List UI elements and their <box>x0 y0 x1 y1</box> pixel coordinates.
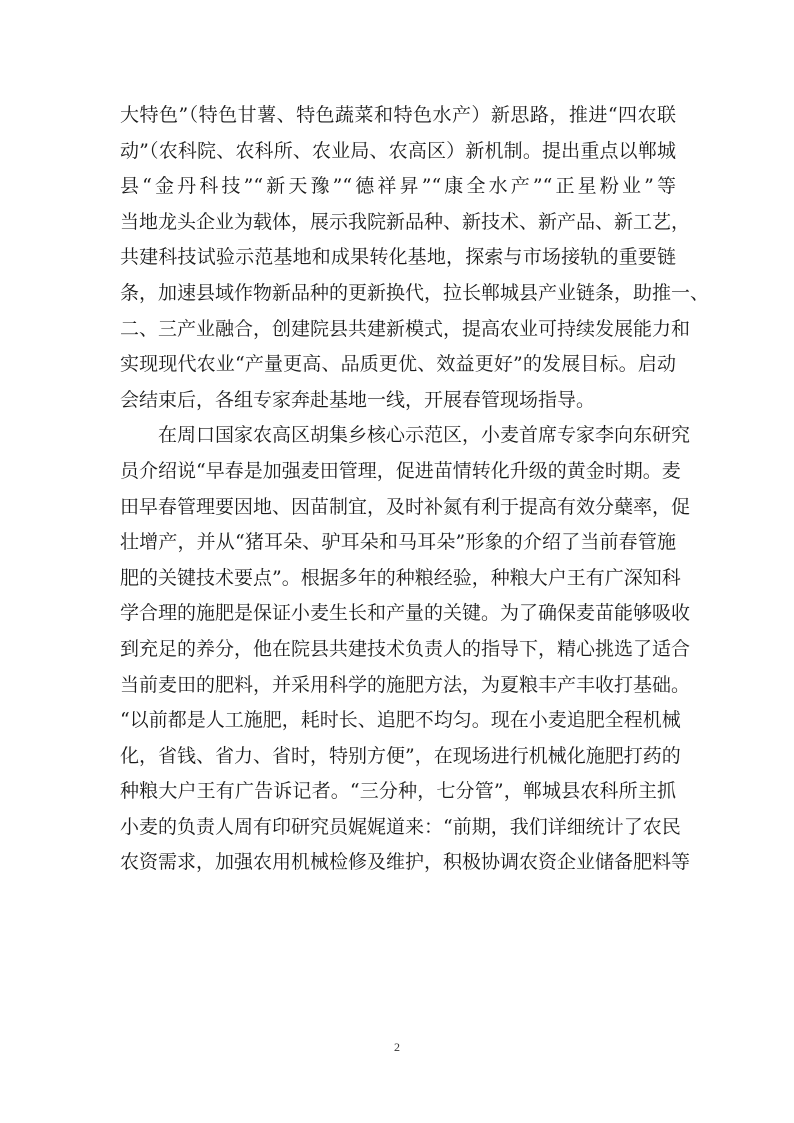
text-line: 壮增产，并从“猪耳朵、驴耳朵和马耳朵”形象的介绍了当前春管施 <box>120 531 676 554</box>
text-line: 二、三产业融合，创建院县共建新模式，提高农业可持续发展能力和 <box>120 317 691 340</box>
text-line: 当地龙头企业为载体，展示我院新品种、新技术、新产品、新工艺， <box>120 210 691 233</box>
text-line: 动”（农科院、农科所、农业局、农高区）新机制。提出重点以郸城 <box>120 139 676 162</box>
text-line: 大特色”（特色甘薯、特色蔬菜和特色水产）新思路，推进“四农联 <box>120 104 676 126</box>
text-line: 会结束后，各组专家奔赴基地一线，开展春管现场指导。 <box>120 388 596 411</box>
text-line: 当前麦田的肥料，并采用科学的施肥方法，为夏粮丰产丰收打基础。 <box>120 673 691 696</box>
text-line: 实现现代农业“产量更高、品质更优、效益更好”的发展目标。启动 <box>120 353 676 376</box>
text-line: 种粮大户王有广告诉记者。“三分种，七分管”，郸城县农科所主抓 <box>120 780 676 803</box>
text-line: 田早春管理要因地、因苗制宜，及时补氮有利于提高有效分蘖率，促 <box>120 495 691 518</box>
page-number: 2 <box>394 1040 400 1054</box>
text-line: “以前都是人工施肥，耗时长、追肥不均匀。现在小麦追肥全程机械 <box>120 709 681 732</box>
text-line: 化，省钱、省力、省时，特别方便”，在现场进行机械化施肥打药的 <box>120 744 681 767</box>
body-text <box>120 98 710 881</box>
text-line: 条，加速县域作物新品种的更新换代，拉长郸城县产业链条，助推一、 <box>120 281 710 304</box>
text-line: 在周口国家农高区胡集乡核心示范区，小麦首席专家李向东研究 <box>158 424 691 447</box>
text-line: 农资需求，加强农用机械检修及维护，积极协调农资企业储备肥料等 <box>120 851 691 874</box>
text-line: 肥的关键技术要点”。根据多年的种粮经验，种粮大户王有广深知科 <box>120 566 681 589</box>
text-line: 员介绍说“早春是加强麦田管理，促进苗情转化升级的黄金时期。麦 <box>120 459 681 482</box>
text-line: 小麦的负责人周有印研究员娓娓道来：“前期，我们详细统计了农民 <box>120 815 681 838</box>
text-line: 共建科技试验示范基地和成果转化基地，探索与市场接轨的重要链 <box>120 246 676 269</box>
text-line: 到充足的养分，他在院县共建技术负责人的指导下，精心挑选了适合 <box>120 637 691 660</box>
text-line: 学合理的施肥是保证小麦生长和产量的关键。为了确保麦苗能够吸收 <box>120 602 691 625</box>
text-line: 县“金丹科技”“新天豫”“德祥昇”“康全水产”“正星粉业”等 <box>120 175 676 198</box>
